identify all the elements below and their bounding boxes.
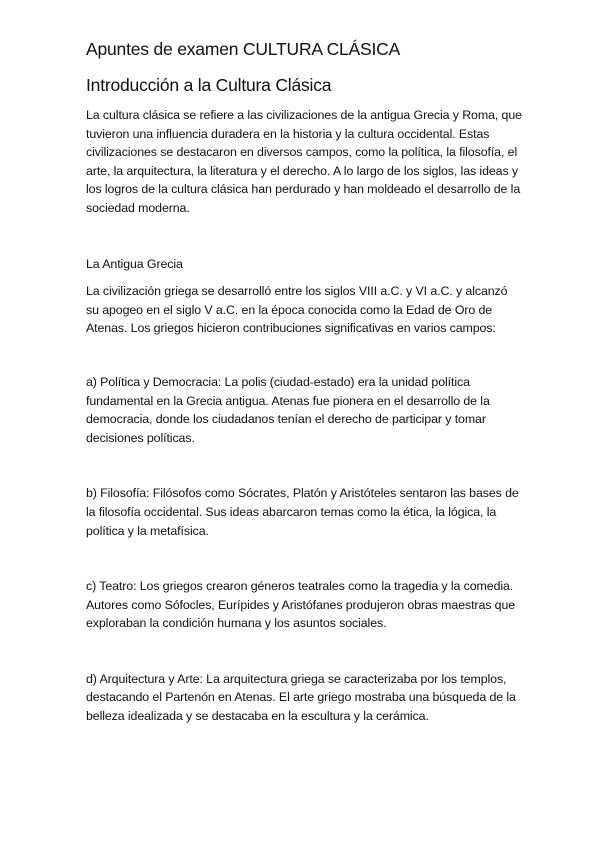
list-item: b) Filosofía: Filósofos como Sócrates, Platón y Aristóteles sentaron las bases de la filosofía occidental. Sus ideas abarcaron temas como la ética, la lógica, la política y la metafísica. (86, 486, 519, 538)
section-heading: La Antigua Grecia (86, 256, 183, 271)
list-item: c) Teatro: Los griegos crearon géneros teatrales como la tragedia y la comedia. Autores como Sófocles, Eurípides y Aristófanes produjeron obras maestras que exploraban la condición humana y los asuntos sociales. (86, 579, 516, 631)
intro-paragraph: La cultura clásica se refiere a las civilizaciones de la antigua Grecia y Roma, que tuvieron una influencia duradera en la historia y la cultura occidental. Estas civilizaciones se destacaron en diversos campos, como la política, la filosofía, el arte, la arquitectura, la literatura y el derecho. A lo largo de los siglos, las ideas y los logros de la cultura clásica han perdurado y han moldeado el desarrollo de la sociedad moderna. (86, 108, 522, 215)
list-item: d) Arquitectura y Arte: La arquitectura griega se caracterizaba por los templos, destacando el Partenón en Atenas. El arte griego mostraba una búsqueda de la belleza idealizada y se destacaba en la escultura y la cerámica. (86, 671, 516, 724)
list-item: a) Política y Democracia: La polis (ciudad-estado) era la unidad política fundamental en la Grecia antigua. Atenas fue pionera en el desarrollo de la democracia, donde los ciudadanos tenían el derecho de participar y tomar decisiones políticas. (86, 374, 490, 445)
section-intro-paragraph: La civilización griega se desarrolló entre los siglos VIII a.C. y VI a.C. y alcanzó su apogeo en el siglo V a.C. en la época conocida como la Edad de Oro de Atenas. Los griegos hicieron contribuciones significativas en varios campos: (86, 284, 508, 336)
document-page (86, 36, 522, 726)
document-title: Apuntes de examen CULTURA CLÁSICA (86, 39, 401, 59)
document-subtitle: Introducción a la Cultura Clásica (86, 75, 332, 95)
